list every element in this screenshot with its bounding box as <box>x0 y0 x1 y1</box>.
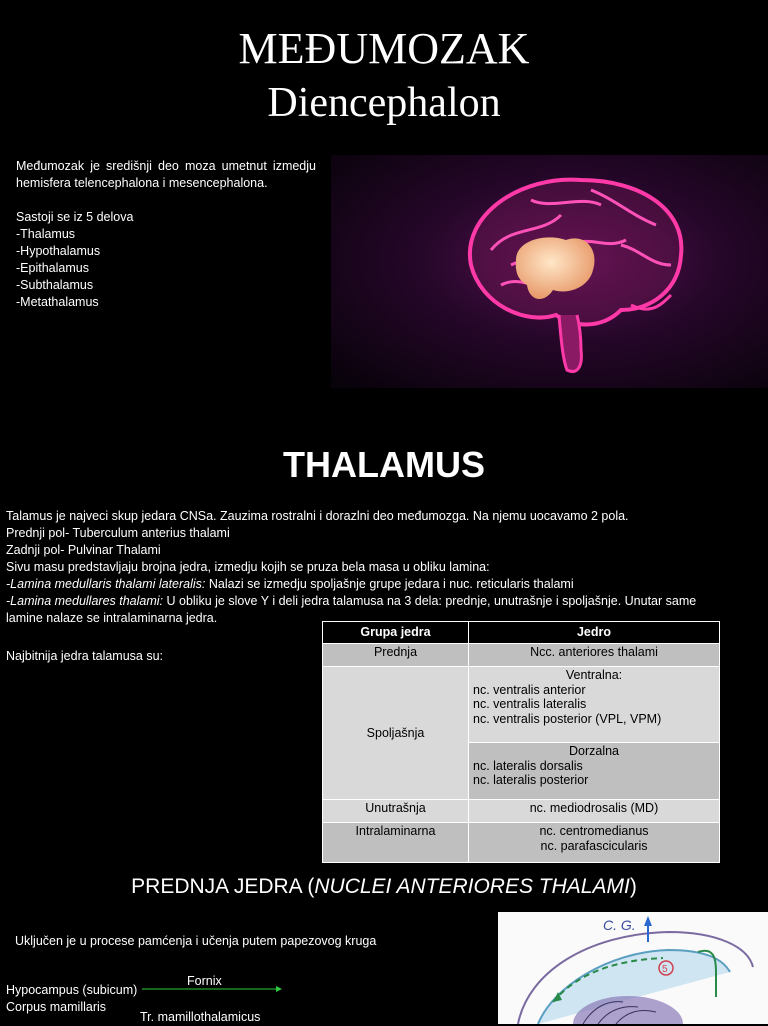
nucleus-item: nc. lateralis dorsalis <box>473 758 583 773</box>
group-cell: Spoljašnja <box>323 667 469 800</box>
parts-item: -Epithalamus <box>16 261 89 275</box>
nucleus-cell <box>469 667 720 743</box>
group-cell: Prednja <box>323 644 469 667</box>
thalamus-line: lamine nalaze se intralaminarna jedra. <box>6 611 218 625</box>
nucleus-item: nc. parafascicularis <box>540 838 648 853</box>
fornix-label: Fornix <box>187 974 222 988</box>
lamina-medullares-term: -Lamina medullares thalami: <box>6 594 164 608</box>
intro-block <box>16 158 316 311</box>
nucleus-item: nc. ventralis posterior (VPL, VPM) <box>473 711 662 726</box>
page-title: MEĐUMOZAK <box>238 24 530 73</box>
table-header-row <box>323 622 720 644</box>
nucleus-cell <box>469 823 720 863</box>
table-row <box>323 644 720 667</box>
heading-italic: NUCLEI ANTERIORES THALAMI <box>314 875 630 898</box>
nucleus-item: nc. centromedianus <box>539 824 649 838</box>
intro-paragraph: Međumozak je središnji deo moza umetnut izmedju hemisfera telencephalona i mesencephalona. <box>16 159 316 190</box>
nuclei-label: Najbitnija jedra talamusa su: <box>6 649 164 663</box>
parts-item: -Thalamus <box>16 227 76 241</box>
brain-image <box>331 155 768 388</box>
lamina-lateralis-term: -Lamina medullaris thalami lateralis: <box>6 577 206 591</box>
table-row <box>323 823 720 863</box>
thalamus-line: Talamus je najveci skup jedara CNSa. Zauzima rostralni i dorazlni deo međumozga. Na njemu uocavamo 2 pola. <box>6 509 629 523</box>
thalamus-line: Prednji pol- Tuberculum anterius thalami <box>6 526 230 540</box>
corpus-mamillaris-label: Corpus mamillaris <box>6 1000 107 1014</box>
lamina-medullares-line <box>6 593 758 610</box>
fornix-arrow-icon <box>142 986 282 992</box>
lamina-medullares-desc: U obliku je slove Y i deli jedra talamusa na 3 dela: prednje, unutrašnje i spoljašnje. Unutar same <box>163 594 697 608</box>
nuclei-table <box>322 621 720 863</box>
nucleus-item: nc. lateralis posterior <box>473 773 589 787</box>
nucleus-item: nc. ventralis lateralis <box>473 697 587 711</box>
nucleus-cell: nc. mediodrosalis (MD) <box>469 800 720 823</box>
subgroup-title: Ventralna: <box>565 668 623 682</box>
thalamus-text <box>6 508 758 627</box>
group-cell: Unutrašnja <box>323 800 469 823</box>
group-cell: Intralaminarna <box>323 823 469 863</box>
nucleus-cell: Ncc. anteriores thalami <box>469 644 720 667</box>
column-header: Grupa jedra <box>323 622 469 644</box>
diagram-number-label: 5 <box>662 964 668 975</box>
subgroup-title: Dorzalna <box>568 744 620 758</box>
parts-heading: Sastoji se iz 5 delova <box>16 210 134 224</box>
nucleus-item: nc. ventralis anterior <box>473 682 586 697</box>
tract-label: Tr. mamillothalamicus <box>140 1010 261 1024</box>
nucleus-cell <box>469 743 720 800</box>
page-subtitle: Diencephalon <box>267 80 501 126</box>
lamina-lateralis-line <box>6 576 758 593</box>
parts-item: -Hypothalamus <box>16 244 101 258</box>
section-heading <box>0 874 768 900</box>
heading-part: ) <box>629 875 637 898</box>
papez-circuit-diagram <box>498 912 768 1024</box>
papez-text: Uključen je u procese pamćenja i učenja putem papezovog kruga <box>15 934 377 948</box>
table-row <box>323 667 720 743</box>
lamina-lateralis-desc: Nalazi se izmedju spoljašnje grupe jedara i nuc. reticularis thalami <box>205 577 574 591</box>
parts-item: -Metathalamus <box>16 295 99 309</box>
thalamus-line: Zadnji pol- Pulvinar Thalami <box>6 543 161 557</box>
thalamus-line: Sivu masu predstavljaju brojna jedra, izmedju kojih se pruza bela masa u obliku lamina: <box>6 560 490 574</box>
column-header: Jedro <box>469 622 720 644</box>
table-row <box>323 800 720 823</box>
hypocampus-label: Hypocampus (subicum) <box>6 983 138 997</box>
parts-item: -Subthalamus <box>16 278 94 292</box>
thalamus-heading: THALAMUS <box>283 444 485 485</box>
heading-part: PREDNJA JEDRA ( <box>131 875 315 898</box>
diagram-cg-label: C. G. <box>603 917 636 933</box>
